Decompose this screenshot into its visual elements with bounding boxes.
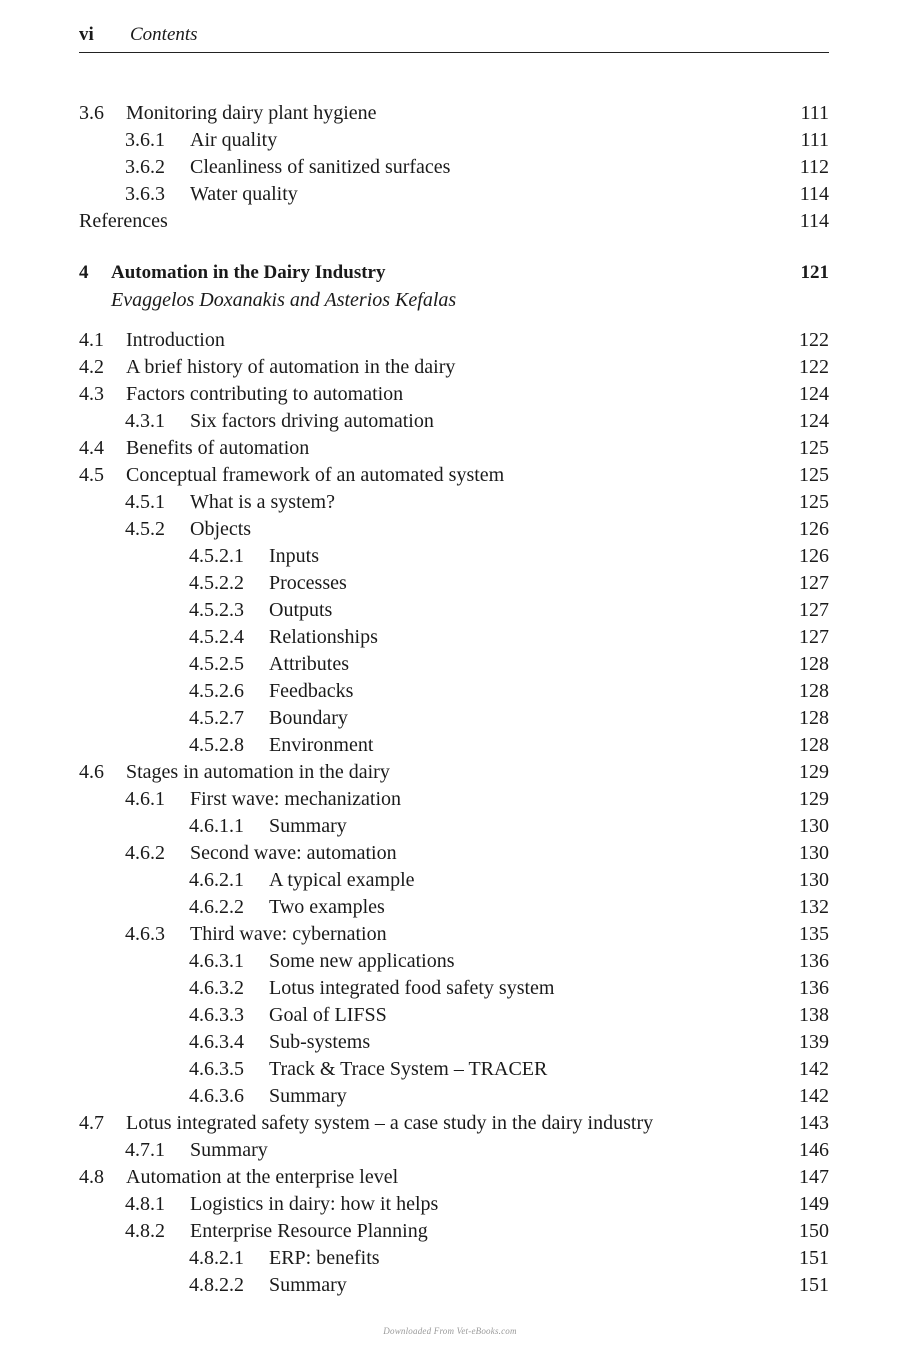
entry-page-number: 136 (799, 977, 829, 999)
entry-page-number: 150 (799, 1220, 829, 1242)
running-title: Contents (130, 24, 198, 45)
toc-entry (79, 975, 829, 1001)
entry-page-number: 130 (799, 815, 829, 837)
entry-page-number: 125 (799, 464, 829, 486)
entry-number: 4.5.2.2 (189, 572, 244, 594)
entry-number: 4.5.2.6 (189, 680, 244, 702)
entry-title: Track & Trace System – TRACER (269, 1058, 548, 1080)
toc-entry (79, 759, 829, 785)
entry-page-number: 130 (799, 842, 829, 864)
chapter-heading (79, 260, 829, 286)
toc-entry (79, 894, 829, 920)
entry-title: What is a system? (190, 491, 335, 513)
entry-title: Air quality (190, 129, 278, 151)
entry-number: 3.6.1 (125, 129, 165, 151)
entry-title: Inputs (269, 545, 319, 567)
entry-page-number: 122 (799, 329, 829, 351)
entry-page-number: 127 (799, 599, 829, 621)
page-folio: vi (79, 24, 94, 45)
entry-title: Relationships (269, 626, 378, 648)
entry-page-number: 128 (799, 734, 829, 756)
entry-title: Automation in the Dairy Industry (111, 262, 386, 283)
entry-title: Environment (269, 734, 374, 756)
toc-entry (79, 1191, 829, 1217)
entry-title: Summary (269, 1085, 347, 1107)
toc-entry (79, 1029, 829, 1055)
entry-number: 4.8.2.2 (189, 1274, 244, 1296)
entry-title: Some new applications (269, 950, 455, 972)
entry-number: 4.6.1.1 (189, 815, 244, 837)
toc-entry (79, 489, 829, 515)
entry-title: A typical example (269, 869, 415, 891)
entry-title: Cleanliness of sanitized surfaces (190, 156, 451, 178)
toc-entry (79, 181, 829, 207)
entry-title: A brief history of automation in the dairy (126, 356, 456, 378)
toc-entry (79, 1218, 829, 1244)
entry-page-number: 124 (799, 410, 829, 432)
entry-number: 4.8.1 (125, 1193, 165, 1215)
entry-title: Six factors driving automation (190, 410, 434, 432)
entry-title: Lotus integrated food safety system (269, 977, 555, 999)
entry-page-number: 114 (799, 183, 829, 205)
toc-entry (79, 208, 829, 234)
entry-title: Benefits of automation (126, 437, 310, 459)
toc-entry (79, 786, 829, 812)
toc-entry (79, 1164, 829, 1190)
entry-number: 4.6.2.1 (189, 869, 244, 891)
entry-number: 4.3 (79, 383, 104, 405)
toc-entry (79, 1272, 829, 1298)
entry-number: 4.3.1 (125, 410, 165, 432)
entry-number: 4.6.3.2 (189, 977, 244, 999)
toc-entry (79, 127, 829, 153)
entry-title: Enterprise Resource Planning (190, 1220, 428, 1242)
entry-page-number: 127 (799, 626, 829, 648)
entry-title: Monitoring dairy plant hygiene (126, 102, 377, 124)
entry-number: 4.6.2 (125, 842, 165, 864)
entry-number: 4.5 (79, 464, 104, 486)
toc-entry (79, 678, 829, 704)
toc-entry (79, 100, 829, 126)
entry-number: 4.6.3 (125, 923, 165, 945)
entry-title: Two examples (269, 896, 385, 918)
entry-title: Conceptual framework of an automated system (126, 464, 505, 486)
entry-number: 4.6.1 (125, 788, 165, 810)
entry-title: Lotus integrated safety system – a case study in the dairy industry (126, 1112, 654, 1134)
entry-page-number: 142 (799, 1058, 829, 1080)
entry-number: 4.6.2.2 (189, 896, 244, 918)
entry-page-number: 151 (799, 1247, 829, 1269)
entry-page-number: 127 (799, 572, 829, 594)
entry-number: 4.4 (79, 437, 104, 459)
entry-page-number: 136 (799, 950, 829, 972)
entry-title: Second wave: automation (190, 842, 397, 864)
entry-title: First wave: mechanization (190, 788, 402, 810)
entry-page-number: 125 (799, 491, 829, 513)
toc-entry (79, 408, 829, 434)
entry-page-number: 138 (799, 1004, 829, 1026)
entry-page-number: 129 (799, 761, 829, 783)
toc-entry (79, 381, 829, 407)
entry-number: 4.5.2.5 (189, 653, 244, 675)
entry-page-number: 124 (799, 383, 829, 405)
toc-entry (79, 1137, 829, 1163)
entry-title: References (79, 210, 168, 232)
entry-number: 4.8.2.1 (189, 1247, 244, 1269)
entry-title: Attributes (269, 653, 349, 675)
entry-title: Automation at the enterprise level (126, 1166, 399, 1188)
entry-page-number: 132 (799, 896, 829, 918)
toc-entry (79, 624, 829, 650)
toc-entry (79, 840, 829, 866)
toc-entry (79, 354, 829, 380)
toc-entry (79, 516, 829, 542)
toc-entry (79, 543, 829, 569)
entry-title: Water quality (190, 183, 298, 205)
entry-number: 4.2 (79, 356, 104, 378)
entry-number: 4.7 (79, 1112, 104, 1134)
toc-entry (79, 597, 829, 623)
entry-page-number: 142 (799, 1085, 829, 1107)
entry-number: 4.5.1 (125, 491, 165, 513)
entry-title: Boundary (269, 707, 348, 729)
toc-entry (79, 948, 829, 974)
toc-entry (79, 921, 829, 947)
toc-entry (79, 1083, 829, 1109)
entry-number: 4.5.2.8 (189, 734, 244, 756)
entry-page-number: 114 (799, 210, 829, 232)
entry-title: Third wave: cybernation (190, 923, 387, 945)
download-watermark: Downloaded From Vet-eBooks.com (383, 1326, 517, 1336)
entry-page-number: 126 (799, 545, 829, 567)
entry-page-number: 111 (800, 102, 829, 124)
entry-number: 4.5.2.3 (189, 599, 244, 621)
entry-title: Summary (269, 1274, 347, 1296)
entry-number: 3.6.2 (125, 156, 165, 178)
entry-title: Stages in automation in the dairy (126, 761, 390, 783)
toc-entry (79, 154, 829, 180)
toc-entry (79, 570, 829, 596)
entry-page-number: 111 (800, 129, 829, 151)
toc-entry (79, 651, 829, 677)
entry-title: Logistics in dairy: how it helps (190, 1193, 439, 1215)
entry-number: 4.5.2.4 (189, 626, 244, 648)
entry-number: 3.6 (79, 102, 104, 124)
entry-number: 4.6.3.3 (189, 1004, 244, 1026)
entry-title: Feedbacks (269, 680, 354, 702)
entry-number: 4.7.1 (125, 1139, 165, 1161)
toc-entry (79, 813, 829, 839)
chapter-authors (79, 287, 829, 313)
entry-number: 4.8.2 (125, 1220, 165, 1242)
entry-page-number: 147 (799, 1166, 829, 1188)
entry-page-number: 143 (799, 1112, 829, 1134)
entry-title: Goal of LIFSS (269, 1004, 387, 1026)
entry-number: 4.6.3.5 (189, 1058, 244, 1080)
entry-title: Summary (269, 815, 347, 837)
entry-page-number: 128 (799, 653, 829, 675)
entry-title: Introduction (126, 329, 225, 351)
entry-title: Sub-systems (269, 1031, 371, 1053)
entry-number: 4.5.2.7 (189, 707, 244, 729)
toc-entry (79, 327, 829, 353)
entry-title: ERP: benefits (269, 1247, 380, 1269)
entry-number: 4 (79, 262, 89, 283)
entry-page-number: 139 (799, 1031, 829, 1053)
entry-number: 3.6.3 (125, 183, 165, 205)
entry-page-number: 125 (799, 437, 829, 459)
entry-page-number: 129 (799, 788, 829, 810)
entry-number: 4.6.3.1 (189, 950, 244, 972)
entry-title: Objects (190, 518, 252, 540)
toc-entry (79, 435, 829, 461)
toc-entry (79, 1056, 829, 1082)
entry-title: Outputs (269, 599, 333, 621)
entry-number: 4.5.2.1 (189, 545, 244, 567)
entry-title: Summary (190, 1139, 268, 1161)
running-header (79, 22, 829, 53)
entry-number: 4.5.2 (125, 518, 165, 540)
entry-page-number: 130 (799, 869, 829, 891)
entry-page-number: 122 (799, 356, 829, 378)
toc-entry (79, 1002, 829, 1028)
entry-number: 4.1 (79, 329, 104, 351)
entry-page-number: 128 (799, 707, 829, 729)
entry-title: Evaggelos Doxanakis and Asterios Kefalas (111, 289, 457, 311)
entry-title: Factors contributing to automation (126, 383, 404, 405)
entry-page-number: 121 (800, 262, 829, 283)
toc-entry (79, 462, 829, 488)
toc-entry (79, 1245, 829, 1271)
entry-page-number: 151 (799, 1274, 829, 1296)
entry-page-number: 112 (799, 156, 829, 178)
entry-page-number: 128 (799, 680, 829, 702)
entry-number: 4.8 (79, 1166, 104, 1188)
entry-page-number: 146 (799, 1139, 829, 1161)
toc-entry (79, 732, 829, 758)
entry-number: 4.6.3.4 (189, 1031, 244, 1053)
entry-page-number: 135 (799, 923, 829, 945)
entry-page-number: 126 (799, 518, 829, 540)
toc-entry (79, 1110, 829, 1136)
entry-page-number: 149 (799, 1193, 829, 1215)
entry-title: Processes (269, 572, 347, 594)
toc-entry (79, 867, 829, 893)
entry-number: 4.6.3.6 (189, 1085, 244, 1107)
entry-number: 4.6 (79, 761, 104, 783)
toc-entry (79, 705, 829, 731)
